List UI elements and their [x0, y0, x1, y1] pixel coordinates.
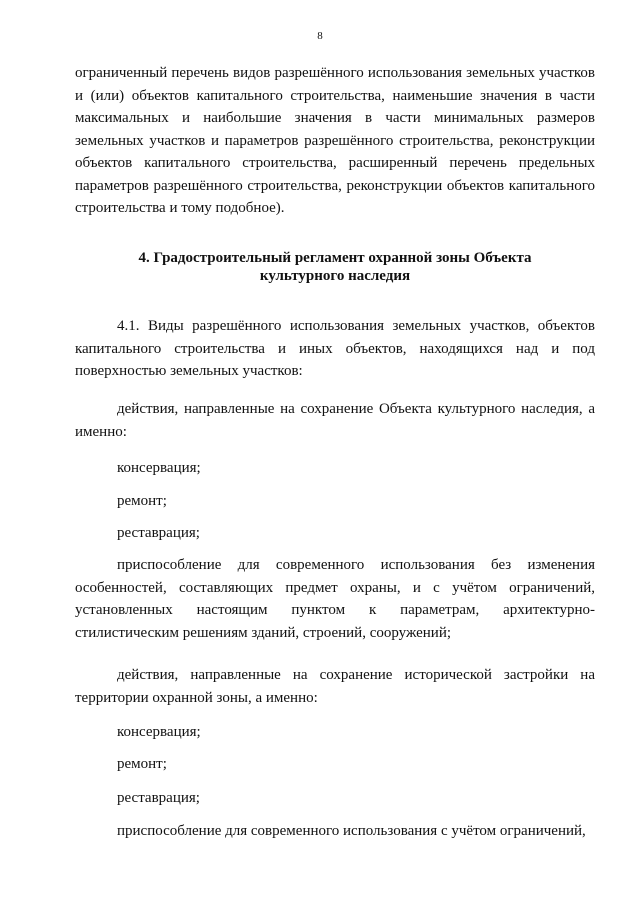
section-heading-line-1: 4. Градостроительный регламент охранной зоны Объекта: [138, 250, 532, 266]
section-heading-line-2: культурного наследия: [259, 268, 411, 284]
list-item-text: консервация;: [117, 460, 201, 476]
paragraph-4-1: [75, 315, 595, 383]
section-heading: [75, 249, 595, 285]
list-item-repair-2: [75, 755, 595, 774]
paragraph-adaptation-2: [75, 822, 595, 841]
paragraph-text: 4.1. Виды разрешённого использования земельных участков, объектов капитального строительства и иных объектов, находящихся над и под поверхностью земельных участков:: [75, 318, 595, 379]
list-item-text: ремонт;: [117, 493, 167, 509]
paragraph-actions-object: [75, 398, 595, 443]
list-item-conservation: [75, 459, 595, 478]
list-item-conservation-2: [75, 723, 595, 742]
paragraph-actions-historic: [75, 664, 595, 709]
paragraph-text: действия, направленные на сохранение исторической застройки на территории охранной зоны, а именно:: [75, 667, 595, 706]
list-item-text: ремонт;: [117, 756, 167, 772]
list-item-text: консервация;: [117, 724, 201, 740]
list-item-repair: [75, 492, 595, 511]
paragraph-text: действия, направленные на сохранение Объекта культурного наследия, а именно:: [75, 401, 595, 440]
list-item-restoration-2: [75, 789, 595, 808]
paragraph-adaptation: [75, 554, 595, 644]
page-number: 8: [317, 30, 323, 42]
intro-paragraph-block: [75, 62, 595, 220]
list-item-restoration: [75, 524, 595, 543]
paragraph-text: приспособление для современного использования с учётом ограничений,: [117, 823, 586, 839]
list-item-text: реставрация;: [117, 790, 200, 806]
intro-paragraph: ограниченный перечень видов разрешённого использования земельных участков и (или) объектов капитального строительства, наименьшие значения в части максимальных и наибольшие значения в части минимальных размеров земельных участков и параметров разрешённого строительства, реконструкции объектов капитального строительства, расширенный перечень предельных параметров разрешённого строительства, реконструкции объектов капитального строительства и тому подобное).: [75, 65, 595, 216]
paragraph-text: приспособление для современного использования без изменения особенностей, составляющих предмет охраны, и с учётом ограничений, установленных настоящим пунктом к параметрам, архитектурно-стилистическим решениям зданий, строений, сооружений;: [75, 557, 595, 641]
list-item-text: реставрация;: [117, 525, 200, 541]
